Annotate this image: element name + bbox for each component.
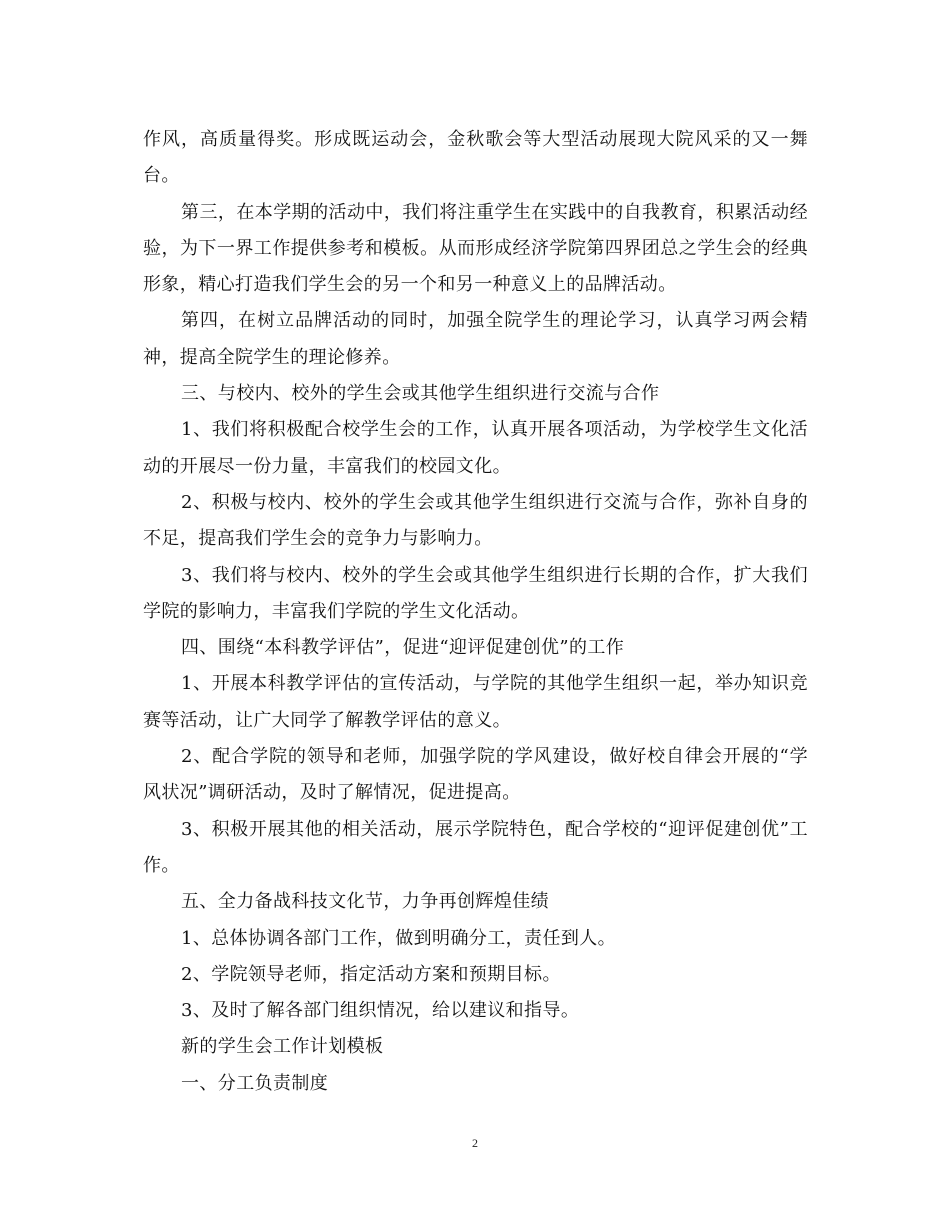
list-item: 3、我们将与校内、校外的学生会或其他学生组织进行长期的合作，扩大我们学院的影响力，丰富我们学院的学生文化活动。: [143, 564, 808, 622]
list-item: 1、我们将积极配合校学生会的工作，认真开展各项活动，为学校学生文化活动的开展尽一份力量，丰富我们的校园文化。: [143, 419, 808, 477]
section-heading: 一、分工负责制度: [181, 1072, 329, 1094]
document-body: [143, 122, 808, 1102]
list-item: 1、总体协调各部门工作，做到明确分工，责任到人。: [181, 927, 617, 949]
list-item: 1、开展本科教学评估的宣传活动，与学院的其他学生组织一起，举办知识竞赛等活动，让广大同学了解教学评估的意义。: [143, 673, 808, 731]
paragraph: 第四，在树立品牌活动的同时，加强全院学生的理论学习，认真学习两会精神，提高全院学生的理论修养。: [143, 310, 808, 368]
list-item: 2、积极与校内、校外的学生会或其他学生组织进行交流与合作，弥补自身的不足，提高我们学生会的竞争力与影响力。: [143, 491, 808, 550]
list-item: 3、积极开展其他的相关活动，展示学院特色，配合学校的“迎评促建创优”工作。: [143, 818, 808, 876]
list-item: 2、配合学院的领导和老师，加强学院的学风建设，做好校自律会开展的“学风状况”调研活动，及时了解情况，促进提高。: [143, 746, 808, 804]
section-heading: 三、与校内、校外的学生会或其他学生组织进行交流与合作: [181, 383, 660, 405]
paragraph: 作风，高质量得奖。形成既运动会，金秋歌会等大型活动展现大院风采的又一舞台。: [143, 129, 808, 187]
section-heading: 五、全力备战科技文化节，力争再创辉煌佳绩: [181, 891, 549, 913]
section-heading: 四、围绕“本科教学评估”，促进“迎评促建创优”的工作: [181, 637, 625, 659]
list-item: 2、学院领导老师，指定活动方案和预期目标。: [181, 963, 561, 985]
document-title: 新的学生会工作计划模板: [181, 1036, 384, 1058]
paragraph: 第三，在本学期的活动中，我们将注重学生在实践中的自我教育，积累活动经验，为下一界工作提供参考和模板。从而形成经济学院第四界团总之学生会的经典形象，精心打造我们学生会的另一个和另一种意义上的品牌活动。: [143, 201, 808, 296]
list-item: 3、及时了解各部门组织情况，给以建议和指导。: [181, 1000, 580, 1022]
page-number: 2: [472, 1136, 478, 1150]
